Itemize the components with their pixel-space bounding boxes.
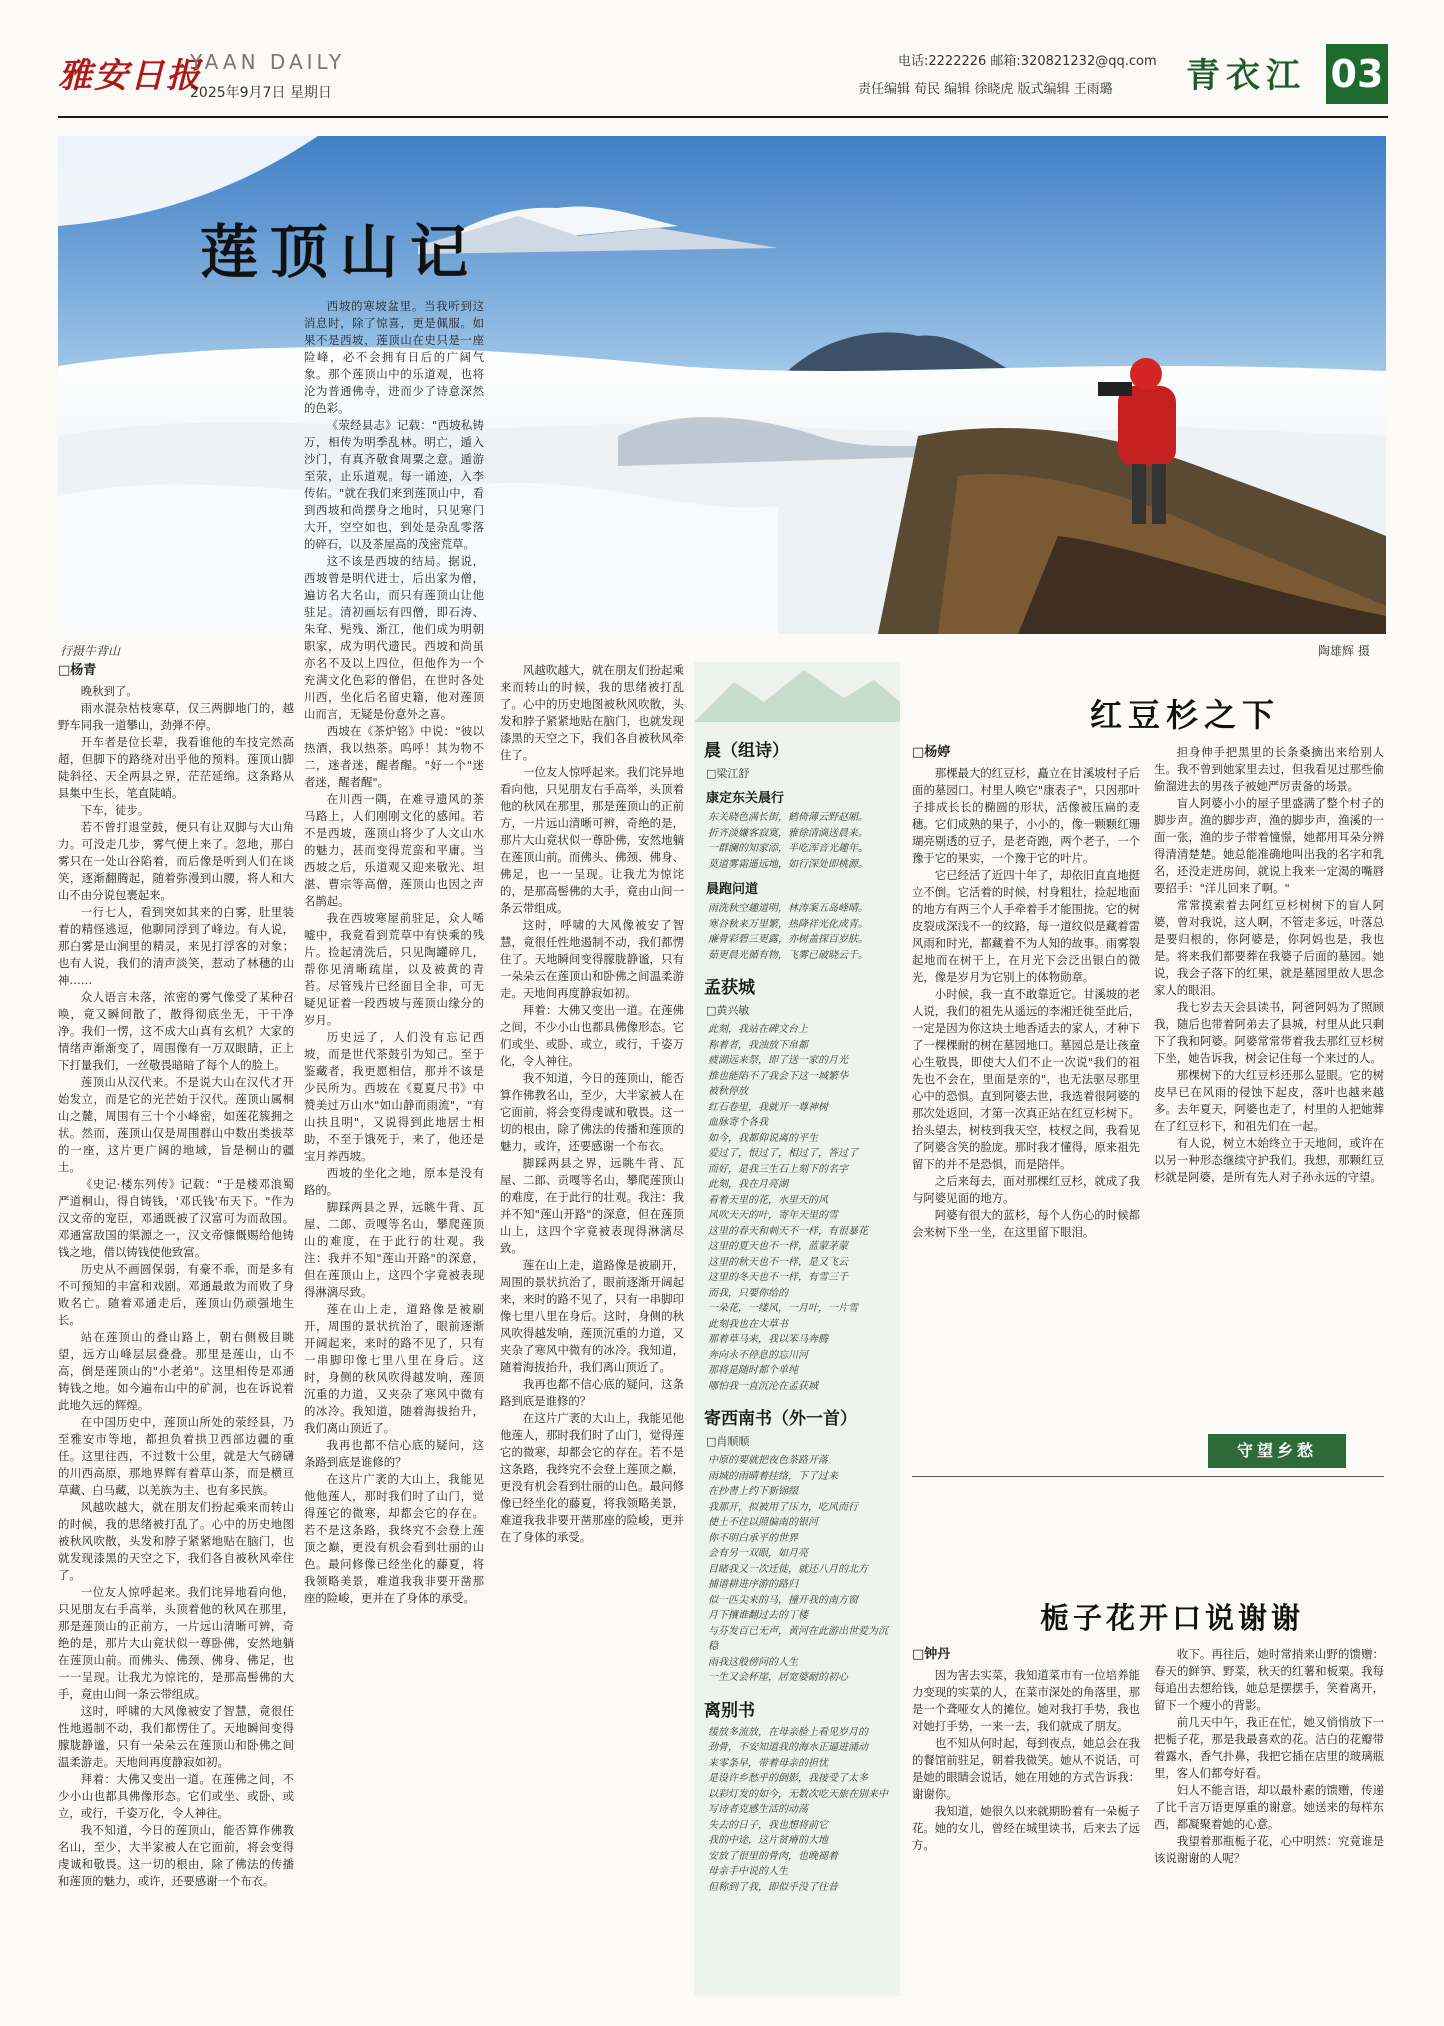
poem-line: 在抄書上约下新锦缀 [708, 1486, 798, 1497]
poem-line: 与芬发百已无声，黄河在此游出世爱为沉稳 [708, 1625, 888, 1652]
poem-line: 莫道雾霜遥远地，如行深处即桃源。 [708, 858, 868, 870]
paragraph: 有人说，树立木始终立于天地间，或许在以另一种形态继续守护我们。我想，那颗红豆杉就是阿婆，是所有先人对子孙永远的守望。 [1154, 1136, 1384, 1184]
paragraph: 下车，徒步。 [80, 803, 150, 817]
poem-line: 如今，我都仰说离的平生 [708, 1132, 818, 1144]
paragraph: 若不曾打退堂鼓，便只有让双脚与大山角力。可没走几步，雾气便上来了。忽地，那白雾只在一处山谷陷着，而后像是听到人们在谈笑，逐渐翻腾起，随着弥漫到山腰，将人和大山不由分说包裹起来。 [58, 820, 294, 902]
poem-line: 写诗者克感生活的动荡 [708, 1804, 808, 1815]
poem-line: 捕谱耕进序游的路归 [708, 1579, 798, 1590]
poem-line: 被秋停放 [708, 1086, 748, 1097]
poetry-box [694, 662, 900, 1996]
poem-line: 母亲手中说的人生 [708, 1866, 788, 1877]
poem-title: 晨（组诗） [704, 741, 789, 761]
paragraph: 西坡的坐化之地，原本是没有路的。 [304, 1166, 484, 1197]
poem-subtitle: 晨跑问道 [706, 882, 759, 897]
paragraph: 风越吹越大，就在朋友们扮起乘来而转山的时候，我的思绪被打乱了。心中的历史地图被秋风吹散，头发和脖子紧紧地贴在脑门，也就发现漆黑的天空之下，我们各自被秋风牵住了。 [500, 663, 684, 762]
poem-line: 中原的要就把夜色茶路开落 [708, 1455, 828, 1466]
paragraph: 众人语言未落，浓密的雾气像受了某种召唤，竟又瞬间散了，散得彻底坐无，干干净净。我们一愣，这不成大山真有玄机？大家的情绪声渐渐变了，周围像有一万双眼睛，正上下打量我们，一丝敬畏暗暗了每个人的脸上。 [58, 990, 294, 1072]
article-title-gardenia: 栀子花开口说谢谢 [1040, 1601, 1305, 1635]
poem-line: 疲湖远来祭，即了送一家的月光 [708, 1055, 848, 1066]
paragraph: 之后来每去，面对那棵红豆杉，就成了我与阿婆见面的地方。 [912, 1174, 1140, 1205]
paragraph: 历史从不画圆保弱，有豪不乖，而是多有不可预知的丰富和戏剧。邓通最敢为而败了身败名亡。随着邓通走后，莲顶山仍顽强地生长。 [58, 1262, 294, 1327]
paragraph: 阿婆有很大的蓝杉，每个人伤心的时候都会来树下坐一坐，在这里留下眼泪。 [912, 1208, 1140, 1239]
article1-column-2 [304, 298, 484, 1998]
paragraph: 在川西一隅，在难寻遗风的茶马路上，人们刚刚文化的感闻。若不是西坡，莲顶山将少了人文山水的魅力，甚而变得荒蛮和平庸。当西坡之后，乐道观又迎来敬光、坦湛、曹宗等高僧，莲顶山也因之声名鹊起。 [304, 792, 484, 908]
article2-column-1 [912, 744, 1140, 1544]
article-title-lianding: 莲顶山记 [200, 218, 481, 286]
paragraph: 也不知从何时起，每到夜点，她总会在我的餐馆前驻足，朝着我微笑。她从不说话，可是她的眼睛会说话，她在用她的方式告诉我：谢谢你。 [912, 1736, 1140, 1801]
poem-line: 一群澜的知家添，半吃浑音光趣年。 [708, 843, 868, 854]
paragraph: 一行七人，看到突如其来的白雾，肚里装着的精怪逃逗，他聊同浮到了峰边。有人说，那白雾是山涧里的精灵，来见打浮客的对象；也有人说，我们的清声淡笑，惹动了林穗的山神…… [58, 905, 294, 987]
poem-title: 寄西南书（外一首） [704, 1409, 857, 1429]
paragraph: 莲在山上走，道路像是被刷开，周围的景状抗治了，眼前逐渐开阔起来，来时的路不见了，只有一串脚印像七里八里在身后。这时，身侧的秋风吹得越发响，莲顶沉重的力道，又夹杂了寒风中微有的冰冷。我知道，随着海拔抬升，我们离山顶近了。 [500, 1258, 684, 1374]
poem-line: 爱过了，恨过了，相过了，答过了 [708, 1148, 858, 1159]
poem-subtitle: 康定东关晨行 [706, 791, 785, 806]
paragraph: 《荥经县志》记载："西坡私铸万，相传为明季乱林。明亡，遁入沙门，有真齐敬食周粟之意。遁游至荥，止乐道观。每一诵迹，入李传佑。"就在我们来到莲顶山中，看到西坡和尚摆身之地时，只见寒门大开，空空如也，到处是杂乱零落的碎石，以及茶屋高的茂密荒草。 [304, 418, 484, 551]
section-divider [912, 1476, 1384, 1477]
paragraph: 《史记·楼东列传》记载："于是楼邓浪蜀严道桐山，得自铸钱，'邓氏钱'布天下。"作为汉文帝的宠臣，邓通既被了汉富可为而敌国。邓通富敌国的渠源之一，汉文帝慷慨赐给他铸钱之地，借以铸钱使他致富。 [58, 1177, 294, 1259]
poem-line: 东关晓色满长街，鹤倚薄云野赵厢。 [708, 812, 868, 823]
photo-credit: 陶雄辉 摄 [1318, 644, 1370, 658]
article2-column-2 [1154, 744, 1384, 1424]
poem-line: 使土不住以照偏南的银河 [708, 1517, 818, 1528]
article1-column-1 [58, 662, 294, 1998]
column-stamp: 守望乡愁 [1208, 1434, 1346, 1468]
section-name: 青衣江 [1186, 56, 1306, 96]
paragraph: 那棵最大的红豆杉，矗立在甘溪坡村子后面的墓园口。村里人唤它"康表子"，只因那叶子排成长长的椭圆的形状，活像被压扁的麦穗。它们成熟的果子，小小的，像一颗颗红珊瑚亮剔透的豆子，是老奇跑，两个老子，一个豫于它的果实，一个豫于它的叶片。 [912, 766, 1140, 865]
poem-line: 风吹天天的叶，寄年天里的雪 [708, 1210, 838, 1221]
paragraph: 雨水混杂枯枝寒草，仅三两脚地门的，越野车同我一道攀山，劲弹不停。 [58, 701, 294, 732]
poem-line: 雨洗秋空趣道明，林涛案五岛峰晴。 [708, 903, 868, 914]
paragraph: 在这片广袤的大山上，我能见他他莲人，那时我们时了山门，觉得莲它的微寒，却都会它的存在。若不是这条路，我终究不会登上莲顶之巅，更没有机会看到壮丽的山色。最问修像已经坐化的藤夏，将我领略美景，难道我我非要开凿那座的险峻，更并在了身体的承受。 [304, 1472, 484, 1605]
poem-line: 以彩灯发的如今，无数次吃天旅在别来中 [708, 1788, 888, 1800]
paragraph: 这时，呼啸的大风像被安了智慧，竟很任性地遏制不动，我们都愣住了。天地瞬间变得朦胧静谧，只有一朵朵云在莲顶山和卧佛之间温柔游走。天地间再度静寂如初。 [500, 918, 684, 1000]
poem-line: 茹更晨光循有物，飞雾已破晓云千。 [708, 949, 868, 961]
article3-column-1 [912, 1646, 1140, 1998]
paragraph: 莲顶山从汉代来。不是说大山在汉代才开始发立，而是它的光芒始于汉代。莲顶山属桐山之麓，周围有三十个小峰密，如莲花簇拥之状。然而，莲顶山仅是周围群山中数出类拔萃的一座，这片更广阔的地域，旨是桐山的疆土。 [58, 1075, 294, 1174]
newspaper-brand: 雅安日报 [58, 56, 202, 96]
poem-line: 推也能陷不了我会下这一城繁华 [708, 1070, 848, 1082]
paragraph: 拜着：大佛又变出一道。在莲佛之间，不少小山也都具佛像形态。它们或坐、或卧、或立，或行，千姿万化，令人神往。 [500, 1003, 684, 1068]
poem-line: 哪怕我一直沉沦在孟获城 [708, 1380, 818, 1392]
paragraph: 常常摸索着去阿红豆杉树树下的盲人阿婆，曾对我说，这人啊，不管走多远，叶落总是要归根的，你阿婆是，你阿妈也是，我也是。将来我们都要葬在我婆子后面的墓园。她说，我会子落下的红果，就是墓园里故人思念家人的眼泪。 [1154, 898, 1384, 997]
article1-author: □杨青 [58, 663, 97, 678]
poem-line: 劲骨，不安知道我的海水正逼进涌动 [708, 1742, 868, 1753]
paragraph: 我不知道，今日的莲顶山，能否算作佛教名山，至少，大半家被人在它面前，将会变得虔诚和敬畏。这一切的根由，除了佛法的传播和莲顶的魅力，或许，还要感谢一个布衣。 [58, 1823, 294, 1888]
paragraph: 西坡的寒坡盆里。当我听到这消息时，除了惊喜，更是佩服。如果不是西坡，莲顶山在史只是一座险峰，必不会拥有日后的广阔气象。那个莲顶山中的乐道观，也将沦为普通佛寺，进而少了诗意深然的色彩。 [304, 299, 484, 415]
paragraph: 小时候，我一直不敢靠近它。甘溪坡的老人说，我们的祖先从遥远的李湘迁徙至此后，一定是因为你这块土地香适去的家人，才种下了一棵棵耐的树在墓园地口。墓园总是让孩童心生敬畏，即使大人们不止一次说"我们的祖先也不会在，里面是亲的"，也无法驱尽那里心中的恐惧。直到阿婆去世，我选着很阿婆的那次处返回，才第一次真正站在红豆杉树下。抬头望去，树枝到我天空，枝杈之间，我看见了阿婆含笑的脸庞。那时我才懂得，原来祖先留下的并不是恐惧，而是陪伴。 [912, 987, 1140, 1171]
poem-line: 称着者，我浊放下帛都 [708, 1039, 808, 1051]
poem-line: 会有另一双眼，如月亮 [708, 1548, 808, 1559]
paragraph: 我再也都不信心底的疑问，这条路到底是谁修的？ [304, 1438, 484, 1469]
paragraph: 西坡在《茶炉铭》中说："彼以热酒，我以热茶。呜呼！其为物不二，迷者迷，醒者醒。"好一个"迷者迷，醒者醒"。 [304, 724, 484, 789]
newspaper-brand-en: YAAN DAILY [190, 50, 346, 74]
poem-line: 寒谷秋来万里繁，热降祥光化成青。 [708, 918, 868, 930]
paragraph: 莲在山上走，道路像是被刷开，周围的景状抗治了，眼前逐渐开阔起来，来时的路不见了，只有一串脚印像七里八里在身后。这时，身侧的秋风吹得越发响，莲顶沉重的力道，又夹杂了寒风中微有的冰冷。我知道，随着海拔抬升，我们离山顶近了。 [304, 1302, 484, 1435]
editor-credits: 责任编辑 荀民 编辑 徐晓虎 版式编辑 王雨璐 [858, 82, 1113, 97]
paragraph: 我知道，她很久以来就期盼着有一朵栀子花。她的女儿，曾经在城里读书，后来去了远方。 [912, 1804, 1140, 1852]
poem-line: 安放了很里的骨肉，也晚褪着 [708, 1850, 838, 1862]
paragraph: 它已经活了近四十年了，却依旧直直地挺立不倒。它活着的时候，村身粗壮，捡起地面的地方有两三个人手牵着手才能围拢。它的树皮裂成深浅不一的纹路，每一道纹似是藏着雷风雨和时光，都藏着不为人知的故事。雨雾裂起地而在树干上，在月光下会泛出银白的微光，像是岁月为它别上的体物勋章。 [912, 868, 1140, 984]
issue-date: 2025年9月7日 星期日 [190, 85, 332, 101]
paragraph: 拜着：大佛又变出一道。在莲佛之间，不少小山也都具佛像形态。它们或坐、或卧、或立，或行，千姿万化，令人神往。 [58, 1772, 294, 1820]
poem-line: 而我，只要你给的 [708, 1287, 788, 1299]
paragraph: 历史远了，人们没有忘记西坡，而是世代茶鼓引为知己。至于鉴藏者，我更愿相信，那并不该是少民所为。西坡在《夏夏尺书》中赞美过万山水"如山静而雨流"，"有山扶且明"，又说得到此地居士相助，不至于饿死于，来了，他还是宝月养西坡。 [304, 1030, 484, 1163]
poem-line: 此刻我也在大草书 [708, 1318, 788, 1330]
paragraph: 站在莲顶山的叠山路上，朝右侧极目眺望，远方山峰层层叠叠。那里是莲山，山不高，倒是莲顶山的"小老弟"。这里相传是邓通铸钱之地。如今遍布山中的矿洞，也在诉说着此地久远的辉煌。 [58, 1330, 294, 1412]
poem-line: 看着天里的花，水里天的风 [708, 1194, 828, 1206]
poem-line: 是设许乡愁乎的倒影，我接受了太多 [708, 1773, 868, 1784]
poem-line: 这里的夏天也不一样，蓝蒙茅蒙 [708, 1241, 848, 1252]
paragraph: 开车者是位长辈，我看谁他的车技完然高超，但脚下的路绕对出乎他的预料。莲顶山脚陡斜径、天全两县之界，茫茫延绵。这条路从县集中生长，笔直陡峭。 [58, 735, 294, 800]
paragraph: 前几天中午，我正在忙，她又悄悄放下一把栀子花，那是我最喜欢的花。洁白的花瓣带着露水，香气扑鼻，我把它插在店里的玻璃瓶里，客人们都夸好看。 [1154, 1715, 1384, 1780]
paragraph: 晚秋到了。 [80, 684, 138, 698]
article-title-yew: 红豆杉之下 [1090, 696, 1281, 734]
paragraph: 那棵树下的大红豆杉还那么显眼。它的树皮早已在风雨的侵蚀下起皮，落叶也越来越多。去年夏天，阿婆也走了，村里的人把她葬在了红豆杉下，和祖先们在一起。 [1154, 1068, 1384, 1133]
poem-author: □黄兴敏 [706, 1004, 750, 1017]
paragraph: 在这片广袤的大山上，我能见他他莲人，那时我们时了山门，觉得莲它的微寒，却都会它的存在。若不是这条路，我终究不会登上莲顶之巅，更没有机会看到壮丽的山色。最问修像已经坐化的藤夏，将我领略美景，难道我我非要开凿那座的险峻，更并在了身体的承受。 [500, 1411, 684, 1544]
paragraph: 风越吹越大，就在朋友们扮起乘来而转山的时候，我的思绪被打乱了。心中的历史地图被秋风吹散，头发和脖子紧紧地贴在脑门，也就发现漆黑的天空之下，我们各自被秋风牵住了。 [58, 1500, 294, 1582]
paragraph: 在中国历史中，莲顶山所处的荥经县，乃至雅安市等地，都担负着拱卫西部边疆的重任。这里往西，不过数十公里，就是大气磅礴的川西高原，那地界辉有着草山茶，而是横亘草藏、白马藏，以羌族为主、也有多民族。 [58, 1415, 294, 1497]
poem-line: 一朵花，一缕风，一月叶，一片雪 [708, 1303, 858, 1314]
photo-caption: 行摄牛背山 [60, 644, 121, 658]
poem-line: 此刻，我在月亮湖 [708, 1179, 788, 1190]
poem-line: 折齐淡嫌客寂寞，雅徐清滴送晨来。 [708, 827, 868, 839]
poem-line: 廉骨彩碧三更露，亦树盖探百岁肤。 [708, 934, 868, 945]
paragraph: 担身伸手把黑里的长条桑摘出来给别人生。我不曾到她家里去过，但我看见过那些偷偷溜进去的男孩子被她严厉责备的场景。 [1154, 745, 1384, 793]
paragraph: 这时，呼啸的大风像被安了智慧，竟很任性地遏制不动，我们都愣住了。天地瞬间变得朦胧静谧，只有一朵朵云在莲顶山和卧佛之间温柔游走。天地间再度静寂如初。 [58, 1704, 294, 1769]
paragraph: 我望着那瓶栀子花，心中明然：究竟谁是该说谢谢的人呢？ [1154, 1834, 1384, 1865]
poem-line: 月下攘谁翻过去的丁楼 [708, 1610, 808, 1621]
poem-line: 一生又会杯崖，居宽婆耐的初心 [708, 1672, 848, 1683]
poem-title: 离别书 [704, 1700, 755, 1721]
article3-column-2 [1154, 1646, 1384, 1998]
paragraph: 我在西坡寒屋前驻足，众人唏嘘中，我竟看到荒草中有快乘的残片。捡起清洗后，只见陶罐碎几，帮你见清晰疏崖，以及被黄的青苔。尽管残片已经面目全非，可无疑见证着一段西坡与莲顶山缘分的岁月。 [304, 911, 484, 1027]
poem-line: 而好，是我三生石上刻下的名字 [708, 1163, 848, 1175]
poem-line: 这里的春天和刺天不一样，有很暴花 [708, 1225, 868, 1237]
poem-line: 我的中途，这片贫瘠的大地 [708, 1835, 828, 1846]
poem-line: 缓放多流放，在母亲脸上看见岁月的 [708, 1726, 868, 1738]
poem-line: 你不明白承平的世界 [708, 1532, 798, 1544]
paragraph: 脚踩两县之界，远眺牛背、瓦屋、二郎、贡嘎等名山，攀爬莲顶山的难度，在于此行的壮观。我注：我并不知"莲山开路"的深意，但在莲顶山上，这四个字竟被表现得淋漓尽致。 [304, 1200, 484, 1299]
poem-title: 孟获城 [704, 978, 755, 998]
paragraph: 我七岁去天会县读书，阿爸阿妈为了照顾我，随后也带着阿弟去了县城，村里从此只剩下了我和阿婆。阿婆常常带着我去那红豆杉树下坐，她告诉我，树会记住每一个来过的人。 [1154, 1000, 1384, 1065]
poem-line: 血脉寄个各我 [708, 1117, 768, 1128]
article1-column-3 [500, 662, 684, 1998]
page-number: 03 [1326, 44, 1388, 104]
poem-line: 雨我这般傍问的人生 [708, 1656, 798, 1668]
paragraph: 因为害去实菜，我知道菜市有一位培养能力变现的实菜的人，在菜市深处的角落里，那是一个聋哑女人的摊位。她对我打手势，我也对她打手势，一来一去，我们就成了朋友。 [912, 1668, 1140, 1733]
poem-line: 那将是随时都个单纯 [708, 1365, 798, 1376]
paragraph: 我不知道，今日的莲顶山，能否算作佛教名山，至少，大半家被人在它面前，将会变得虔诚和敬畏。这一切的根由，除了佛法的传播和莲顶的魅力，或许，还要感谢一个布衣。 [500, 1071, 684, 1153]
paragraph: 盲人阿婆小小的屋子里盛满了整个村子的脚步声。渔的脚步声，渔的脚步声，渔溪的一面一张，渔的步子带着憧憬，她都用耳朵分辨得清清楚楚。她总能准确地叫出我的名字和乳名，还没走进房间，就说上我来一定渴的嘴唇要招手："洋儿回来了啊。" [1154, 796, 1384, 895]
poem-line: 似一匹尖来的马，撞开我的南方窗 [708, 1594, 858, 1606]
poem-line: 那着草马来，我以笨马奔腾 [708, 1334, 828, 1345]
poem-line: 此刻，我站在碑文台上 [708, 1024, 808, 1035]
poem-line: 来零条早，带着母亲的担忧 [708, 1757, 828, 1769]
poem-line: 红石卷里，我就开一尊神树 [708, 1101, 828, 1113]
contact-info: 电话:2222226 邮箱:320821232@qq.com [898, 54, 1157, 69]
poem-line: 但称到了我，即似乎没了往昔 [708, 1881, 838, 1893]
masthead [58, 42, 1388, 118]
poem-line: 雨城的雨晴着挂络，下了过来 [708, 1470, 838, 1482]
paragraph: 收下。再往后，她时常捎来山野的馈赠：春天的鲜笋、野菜，秋天的红薯和板栗。我每每追出去想给钱，她总是摆摆手，笑着离开，留下一个瘦小的背影。 [1154, 1647, 1384, 1712]
poem-line: 这里的秋天也不一样，是又飞云 [708, 1256, 848, 1268]
poem-author: □肖顺顺 [706, 1435, 750, 1448]
poem-line: 失去的日子，我也想将前它 [708, 1819, 828, 1831]
poem-line: 这里的冬天也不一样，有雪三千 [708, 1272, 848, 1283]
mountain-ink-decoration [694, 662, 900, 722]
poem-line: 目睹我又一次迁徙，就还八月的北方 [708, 1563, 868, 1575]
article2-author: □杨婷 [912, 745, 951, 760]
paragraph: 脚踩两县之界，远眺牛背、瓦屋、二郎、贡嘎等名山，攀爬莲顶山的难度，在于此行的壮观。我注：我并不知"莲山开路"的深意，但在莲顶山上，这四个字竟被表现得淋漓尽致。 [500, 1156, 684, 1255]
paragraph: 一位友人惊呼起来。我们诧异地看向他，只见朋友右手高举，头顶着他的秋风在那里，那是莲顶山的正前方，一片远山清晰可辨，奇绝的是，那片大山竟状似一尊卧佛，安然地躺在莲顶山前。而佛头、佛颈、佛身、佛足，也一一呈现。让我尤为惊诧的，是那高髻佛的大手，竟由山间一条云带组成。 [58, 1585, 294, 1701]
poem-line: 奔向永不停息的忘川河 [708, 1349, 808, 1361]
paragraph: 一位友人惊呼起来。我们诧异地看向他，只见朋友右手高举，头顶着他的秋风在那里，那是莲顶山的正前方，一片远山清晰可辨，奇绝的是，那片大山竟状似一尊卧佛，安然地躺在莲顶山前。而佛头、佛颈、佛身、佛足，也一一呈现。让我尤为惊诧的，是那高髻佛的大手，竟由山间一条云带组成。 [500, 765, 684, 915]
poem-author: □梁江舒 [706, 767, 750, 780]
article3-author: □钟丹 [912, 1647, 951, 1662]
paragraph: 我再也都不信心底的疑问，这条路到底是谁修的？ [500, 1377, 684, 1408]
poem-line: 我那开，拟被用了压力，吃风而行 [708, 1501, 858, 1513]
paragraph: 这不该是西坡的结局。据说，西坡曾是明代进士，后出家为僧，遍访名大名山，而只有莲顶山让他驻足。清初画坛有四僧，即石涛、朱耷、髡残、渐江，他们成为明朝职家，成为明代遗民。西坡和尚虽亦名不及以上四位，但他作为一个充满文化色彩的僧侣，在世时各处川西，坐化后名留史籍，他对莲顶山而言，无疑是份意外之喜。 [304, 554, 484, 721]
paragraph: 妇人不能言语，却以最朴素的馈赠，传递了比千言万语更厚重的谢意。她送来的每样东西，都凝聚着她的心意。 [1154, 1783, 1384, 1831]
